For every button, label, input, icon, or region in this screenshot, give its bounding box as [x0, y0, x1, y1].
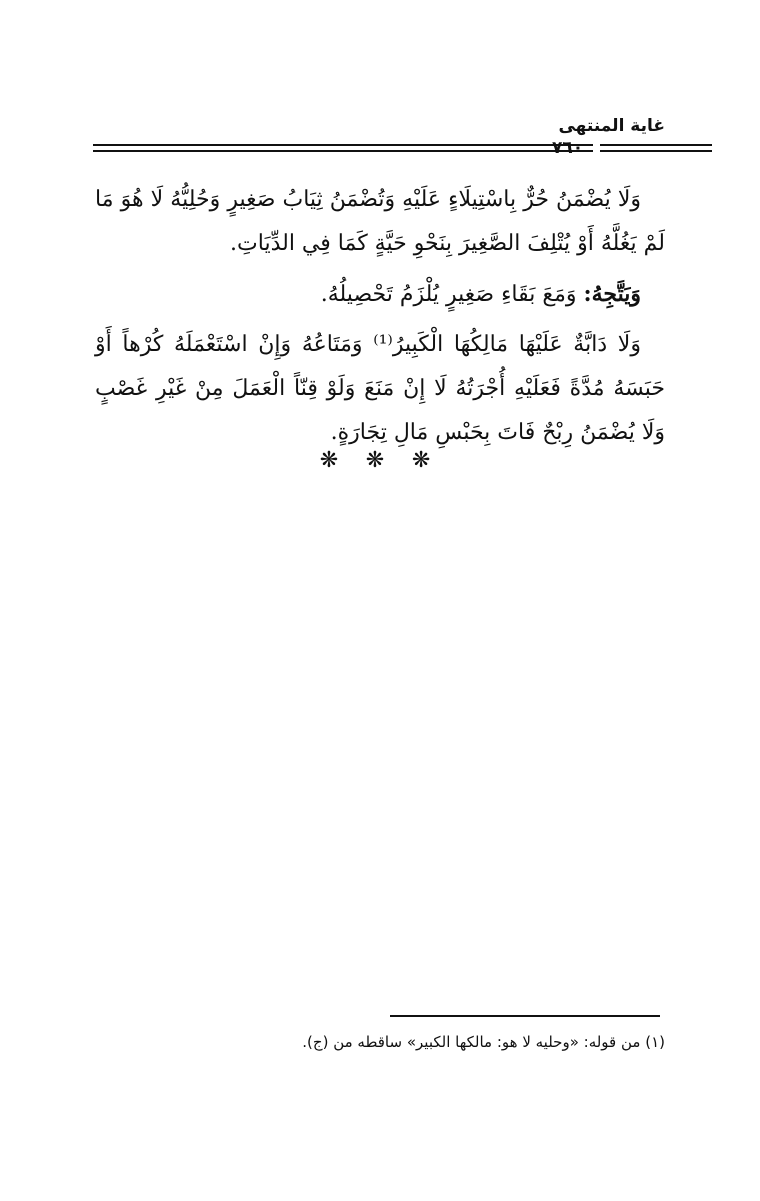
- header-rule-short-top: [600, 144, 712, 146]
- header-rule-bottom: [93, 150, 593, 152]
- paragraph-3: وَلَا دَابَّةٌ عَلَيْهَا مَالِكُهَا الْكَبِيرُ⁽¹⁾ وَمَتَاعُهُ وَإِنْ اسْتَعْمَلَهُ كُرْهاً أَوْ حَبَسَهُ مُدَّةً فَعَلَيْهِ أُجْرَتُهُ لَا إِنْ مَنَعَ وَلَوْ قِنّاً الْعَمَلَ مِنْ غَيْرِ غَصْبٍ وَلَا يُضْمَنُ رِبْحٌ فَاتَ بِحَبْسِ مَالِ تِجَارَةٍ.: [95, 332, 665, 445]
- footnote-rule: [390, 1015, 660, 1017]
- page-number: ٧٦٠: [552, 138, 584, 158]
- main-text: [95, 178, 665, 461]
- header-rule-short-bottom: [600, 150, 712, 152]
- paragraph-2: [95, 272, 665, 317]
- header-rule-top: [93, 144, 593, 146]
- paragraph-2-text: وَمَعَ بَقَاءِ صَغِيرٍ يُلْزَمُ تَحْصِيلُهُ.: [320, 282, 577, 307]
- page-header: [60, 108, 665, 168]
- section-separator: ❋ ❋ ❋: [319, 448, 441, 473]
- paragraph-2-lead: وَيَتَّجِهُ:: [583, 281, 641, 307]
- paragraph-1: وَلَا يُضْمَنُ حُرٌّ بِاسْتِيلَاءٍ عَلَيْهِ وَتُضْمَنُ ثِيَابُ صَغِيرٍ وَحُلِيُّهُ لَا هُوَ مَا لَمْ يَغُلَّهُ أَوْ يُتْلِفَ الصَّغِيرَ بِنَحْوِ حَيَّةٍ كَمَا فِي الدِّيَاتِ.: [95, 187, 665, 256]
- running-title: غاية المنتهى: [558, 116, 665, 136]
- footnote: (١) من قوله: «وحليه لا هو: مالكها الكبير» ساقطه من (ج).: [302, 1033, 665, 1051]
